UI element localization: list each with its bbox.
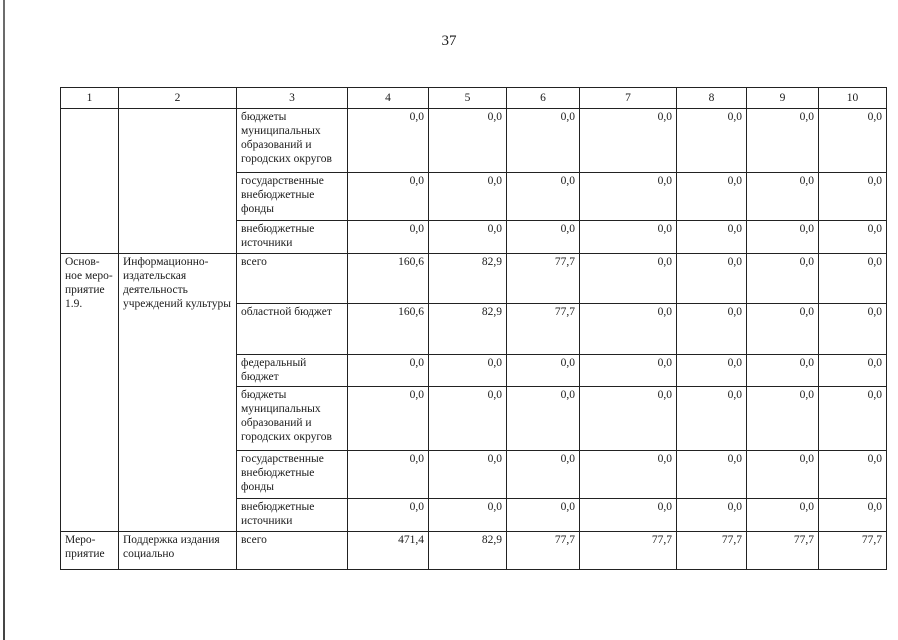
amount-cell: 0,0 [580, 221, 677, 254]
amount-cell: 160,6 [348, 304, 429, 355]
amount-cell: 0,0 [348, 499, 429, 532]
activity-code-cell [61, 109, 119, 254]
amount-cell: 0,0 [429, 221, 507, 254]
amount-cell: 0,0 [580, 387, 677, 451]
amount-cell: 0,0 [677, 173, 747, 221]
table-header-row [61, 88, 887, 109]
amount-cell: 0,0 [348, 387, 429, 451]
amount-cell: 0,0 [429, 499, 507, 532]
amount-cell: 0,0 [819, 451, 887, 499]
amount-cell: 0,0 [429, 109, 507, 173]
activity-name-cell: Поддержка издания социально [119, 532, 237, 570]
column-header: 6 [507, 88, 580, 109]
amount-cell: 0,0 [580, 304, 677, 355]
amount-cell: 77,7 [580, 532, 677, 570]
amount-cell: 77,7 [677, 532, 747, 570]
amount-cell: 0,0 [819, 109, 887, 173]
amount-cell: 0,0 [507, 355, 580, 387]
activity-name-cell: Информационно-издательская деятельность учреждений культуры [119, 254, 237, 532]
amount-cell: 0,0 [747, 254, 819, 304]
amount-cell: 0,0 [677, 109, 747, 173]
amount-cell: 0,0 [677, 221, 747, 254]
amount-cell: 0,0 [819, 304, 887, 355]
amount-cell: 77,7 [747, 532, 819, 570]
amount-cell: 0,0 [580, 499, 677, 532]
page-number: 37 [441, 33, 457, 49]
amount-cell: 0,0 [747, 451, 819, 499]
amount-cell: 0,0 [819, 173, 887, 221]
amount-cell: 0,0 [747, 387, 819, 451]
amount-cell: 0,0 [348, 109, 429, 173]
scan-edge-shadow [3, 0, 5, 640]
amount-cell: 0,0 [429, 173, 507, 221]
table-row [61, 109, 887, 173]
column-header: 2 [119, 88, 237, 109]
amount-cell: 0,0 [747, 355, 819, 387]
amount-cell: 0,0 [677, 304, 747, 355]
column-header: 10 [819, 88, 887, 109]
column-header: 3 [237, 88, 348, 109]
amount-cell: 0,0 [677, 254, 747, 304]
amount-cell: 77,7 [819, 532, 887, 570]
amount-cell: 77,7 [507, 304, 580, 355]
table-row [61, 254, 887, 304]
amount-cell: 0,0 [819, 355, 887, 387]
funding-source-cell: всего [237, 532, 348, 570]
budget-table [60, 87, 887, 570]
amount-cell: 0,0 [677, 499, 747, 532]
activity-name-cell [119, 109, 237, 254]
column-header: 4 [348, 88, 429, 109]
amount-cell: 0,0 [819, 499, 887, 532]
amount-cell: 0,0 [348, 451, 429, 499]
amount-cell: 0,0 [580, 254, 677, 304]
amount-cell: 0,0 [747, 109, 819, 173]
amount-cell: 0,0 [747, 173, 819, 221]
amount-cell: 0,0 [819, 254, 887, 304]
activity-code-cell: Меро-приятие [61, 532, 119, 570]
column-header: 8 [677, 88, 747, 109]
amount-cell: 0,0 [819, 387, 887, 451]
amount-cell: 160,6 [348, 254, 429, 304]
funding-source-cell: бюджеты муниципальных образований и городских округов [237, 387, 348, 451]
amount-cell: 0,0 [348, 355, 429, 387]
amount-cell: 0,0 [747, 499, 819, 532]
amount-cell: 0,0 [507, 499, 580, 532]
amount-cell: 0,0 [507, 109, 580, 173]
amount-cell: 0,0 [348, 173, 429, 221]
amount-cell: 0,0 [747, 221, 819, 254]
amount-cell: 0,0 [429, 387, 507, 451]
amount-cell: 82,9 [429, 532, 507, 570]
funding-source-cell: государственные внебюджетные фонды [237, 451, 348, 499]
amount-cell: 0,0 [677, 355, 747, 387]
column-header: 7 [580, 88, 677, 109]
funding-source-cell: областной бюджет [237, 304, 348, 355]
amount-cell: 82,9 [429, 304, 507, 355]
amount-cell: 0,0 [677, 387, 747, 451]
amount-cell: 0,0 [580, 109, 677, 173]
amount-cell: 0,0 [507, 451, 580, 499]
table-row [61, 532, 887, 570]
funding-source-cell: бюджеты муниципальных образований и городских округов [237, 109, 348, 173]
amount-cell: 0,0 [348, 221, 429, 254]
funding-source-cell: федеральный бюджет [237, 355, 348, 387]
amount-cell: 0,0 [429, 355, 507, 387]
column-header: 5 [429, 88, 507, 109]
activity-code-cell: Основ-ное меро-приятие 1.9. [61, 254, 119, 532]
column-header: 9 [747, 88, 819, 109]
funding-source-cell: внебюджетные источники [237, 499, 348, 532]
amount-cell: 0,0 [819, 221, 887, 254]
amount-cell: 77,7 [507, 532, 580, 570]
amount-cell: 0,0 [677, 451, 747, 499]
amount-cell: 0,0 [580, 173, 677, 221]
amount-cell: 82,9 [429, 254, 507, 304]
funding-source-cell: государственные внебюджетные фонды [237, 173, 348, 221]
amount-cell: 0,0 [507, 173, 580, 221]
amount-cell: 471,4 [348, 532, 429, 570]
funding-source-cell: внебюджетные источники [237, 221, 348, 254]
amount-cell: 0,0 [580, 451, 677, 499]
amount-cell: 77,7 [507, 254, 580, 304]
amount-cell: 0,0 [580, 355, 677, 387]
amount-cell: 0,0 [507, 221, 580, 254]
amount-cell: 0,0 [507, 387, 580, 451]
amount-cell: 0,0 [747, 304, 819, 355]
funding-source-cell: всего [237, 254, 348, 304]
column-header: 1 [61, 88, 119, 109]
amount-cell: 0,0 [429, 451, 507, 499]
